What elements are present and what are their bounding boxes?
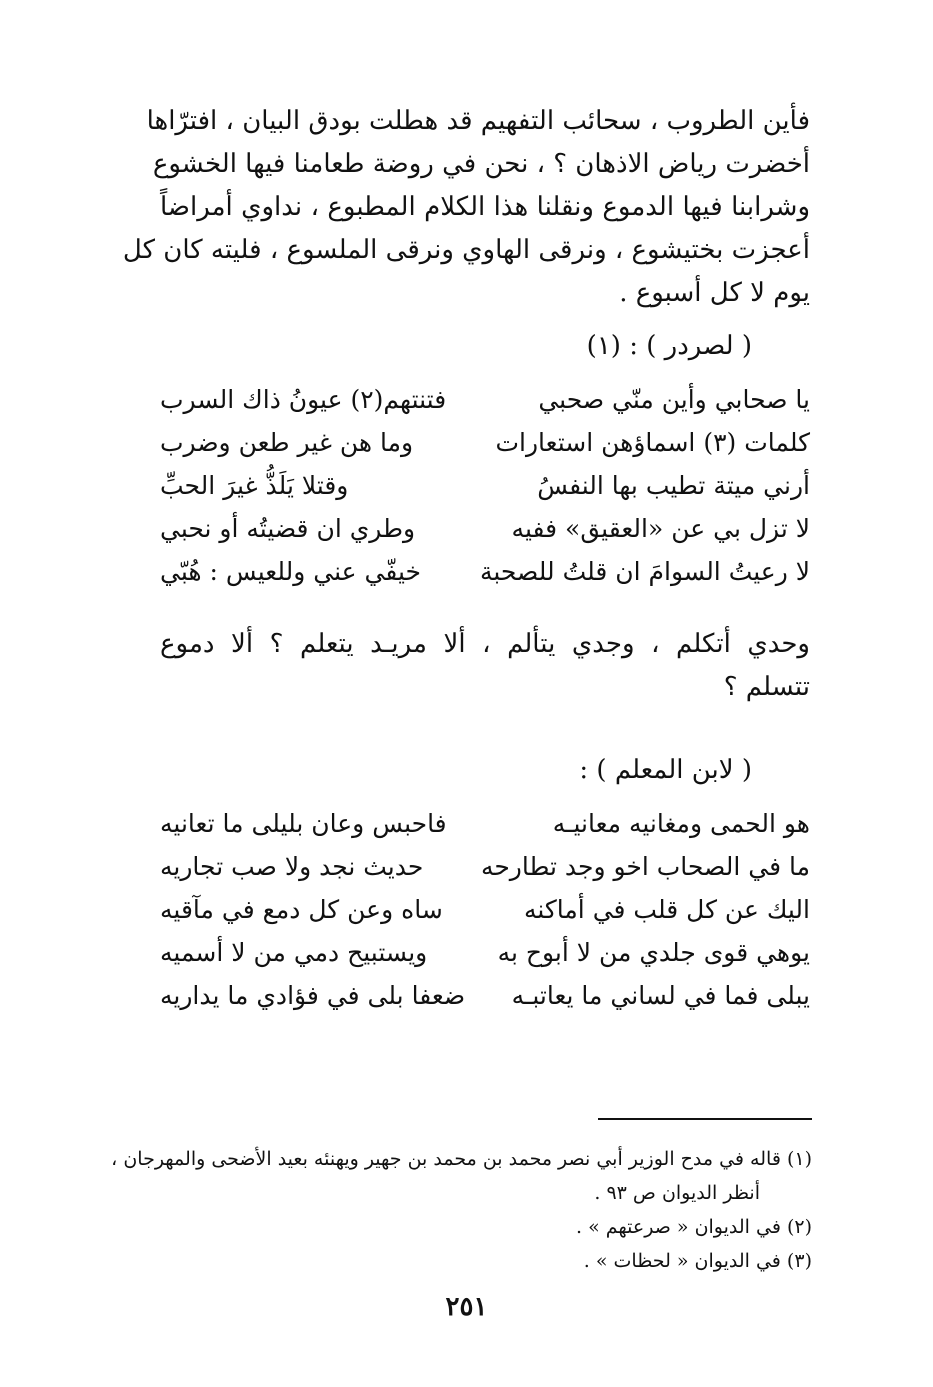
verse-second-hemistich: حديث نجد ولا صب تجاريه xyxy=(160,852,424,881)
prose-paragraph-2 xyxy=(160,623,810,709)
verse-first-hemistich: لا تزل بي عن «العقيق» ففيه xyxy=(511,514,810,543)
verse-first-hemistich: لا رعيتُ السوامَ ان قلتُ للصحبة xyxy=(479,557,810,586)
verse-second-hemistich: ساه وعن كل دمع في مآقيه xyxy=(160,895,443,924)
footnote: (١) قاله في مدح الوزير أبي نصر محمد بن محمد بن جهير ويهنئه بعيد الأضحى والمهرجان ، xyxy=(111,1148,812,1170)
verse-second-hemistich: وما هن غير طعن وضرب xyxy=(160,428,414,457)
prose-line: وشرابنا فيها الدموع ونقلنا هذا الكلام المطبوع ، نداوي أمراضاً xyxy=(160,192,810,222)
verse xyxy=(160,974,810,1017)
poem-heading-sarsar: ( لصردر ) : (١) xyxy=(586,331,752,361)
page-number: ٢٥١ xyxy=(445,1292,488,1322)
verse xyxy=(160,507,810,550)
verse-second-hemistich: وقتلا يَلَذُّ غيرَ الحبِّ xyxy=(160,471,349,500)
verse-second-hemistich: خيفّي عني وللعيس : هُبّي xyxy=(160,557,421,586)
verse xyxy=(160,845,810,888)
verse-first-hemistich: أرني ميتة تطيب بها النفسُ xyxy=(537,471,810,500)
verse-second-hemistich: فاحبس وعان بليلى ما تعانيه xyxy=(160,809,447,838)
footnotes xyxy=(111,1142,812,1278)
verse xyxy=(160,550,810,593)
verse xyxy=(160,888,810,931)
poem-sarsar xyxy=(160,378,810,593)
poem-ibn-almuallim xyxy=(160,802,810,1017)
prose-paragraph-1 xyxy=(122,100,810,315)
verse-second-hemistich: ويستبيح دمي من لا أسميه xyxy=(160,938,428,967)
verse-first-hemistich: كلمات (٣) اسماؤهن استعارات xyxy=(495,428,810,457)
prose-line: تتسلم ؟ xyxy=(723,672,810,702)
verse xyxy=(160,931,810,974)
footnote-continuation: أنظر الديوان ص ٩٣ . xyxy=(594,1182,760,1204)
verse-first-hemistich: ما في الصحاب اخو وجد تطارحه xyxy=(480,852,810,881)
verse xyxy=(160,464,810,507)
poem-heading-ibn-almuallim: ( لابن المعلم ) : xyxy=(579,755,752,785)
verse-first-hemistich: يبلى فما في لساني ما يعاتبـه xyxy=(511,981,810,1010)
verse xyxy=(160,421,810,464)
prose-line: وحدي أتكلم ، وجدي يتألم ، ألا مريـد يتعلم ؟ ألا دموع xyxy=(160,629,810,659)
footnote: (٢) في الديوان « صرعتهم » . xyxy=(576,1216,812,1238)
verse-first-hemistich: اليك عن كل قلب في أماكنه xyxy=(523,895,810,924)
verse-first-hemistich: يا صحابي وأين منّي صحبي xyxy=(538,385,810,414)
page-body xyxy=(122,100,810,1017)
verse-second-hemistich: ضعفا بلى في فؤادي ما يداريه xyxy=(160,981,466,1010)
prose-line: أعجزت بختيشوع ، ونرقى الهاوي ونرقى الملسوع ، فليته كان كل xyxy=(122,235,810,265)
prose-line: أخضرت رياض الاذهان ؟ ، نحن في روضة طعامنا فيها الخشوع xyxy=(152,149,810,179)
footnote: (٣) في الديوان « لحظات » . xyxy=(583,1250,812,1272)
verse-second-hemistich: وطري ان قضيتُه أو نحبي xyxy=(160,514,416,543)
prose-line: فأين الطروب ، سحائب التفهيم قد هطلت بودق البيان ، افترّاها xyxy=(146,106,810,136)
verse-first-hemistich: يوهي قوى جلدي من لا أبوح به xyxy=(497,938,810,967)
verse-first-hemistich: هو الحمى ومغانيه معانيـه xyxy=(552,809,810,838)
footnote-divider xyxy=(598,1118,812,1120)
prose-line: يوم لا كل أسبوع . xyxy=(619,278,810,308)
verse-second-hemistich: فتنتهم(٢) عيونُ ذاك السرب xyxy=(160,385,447,414)
verse xyxy=(160,802,810,845)
verse xyxy=(160,378,810,421)
